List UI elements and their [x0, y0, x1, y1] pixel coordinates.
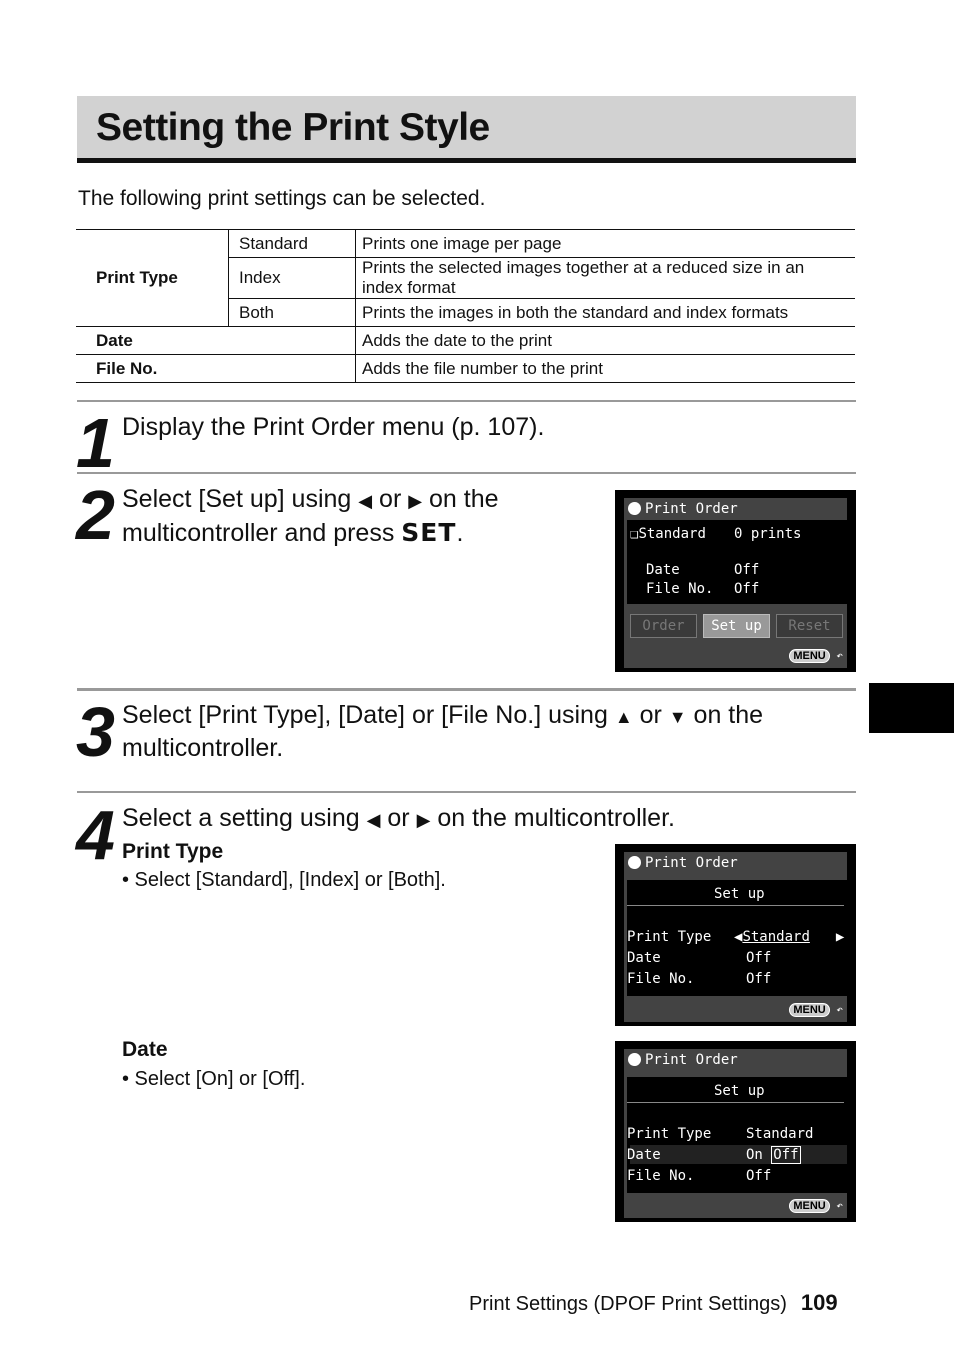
lcd-print-type-value: Standard	[746, 1126, 814, 1142]
lcd-date-value: Off	[746, 950, 772, 966]
lcd-prints-count: 0 prints	[734, 526, 802, 542]
step-divider	[77, 791, 856, 793]
lcd-panel	[627, 880, 847, 996]
lcd-screen-setup-date	[615, 1041, 856, 1222]
lcd-standard-label: Standard	[638, 526, 706, 542]
left-arrow-icon: ◀	[358, 491, 373, 511]
desc-both: Prints the images in both the standard and index formats	[356, 299, 856, 327]
print-type-label: Print Type	[76, 230, 229, 327]
date-on-option[interactable]: On	[746, 1147, 763, 1163]
standard-print-icon: ❑	[630, 526, 639, 542]
right-arrow-icon: ▶	[416, 810, 431, 830]
lcd-title	[628, 855, 738, 873]
lcd-date-label: Date	[627, 950, 661, 966]
step-2-text-c: multicontroller and press	[122, 519, 402, 547]
step-number-3: 3	[76, 693, 111, 771]
step-4-text	[122, 803, 675, 836]
step-1-text: Display the Print Order menu (p. 107).	[122, 413, 545, 441]
lcd-print-type-selector[interactable]	[734, 929, 844, 945]
step-number-4: 4	[76, 796, 111, 874]
table-row	[76, 355, 855, 383]
step-4-text-b: on the multicontroller.	[430, 804, 675, 832]
file-no-label: File No.	[76, 355, 356, 383]
menu-label: MENU	[789, 1003, 829, 1017]
down-arrow-icon: ▼	[668, 707, 687, 727]
reset-button[interactable]: Reset	[776, 614, 843, 638]
step-2-text	[122, 484, 499, 549]
set-button-icon: SET	[401, 518, 457, 547]
intro-text: The following print settings can be selected.	[78, 187, 486, 210]
print-type-bullet: • Select [Standard], [Index] or [Both].	[122, 869, 446, 891]
up-arrow-icon: ▲	[614, 707, 633, 727]
lcd-file-label: File No.	[627, 1168, 695, 1184]
lcd-title-text: Print Order	[645, 1052, 738, 1068]
menu-back-button[interactable]	[789, 649, 843, 663]
back-arrow-icon: ↶	[836, 1003, 843, 1016]
desc-standard: Prints one image per page	[356, 230, 856, 258]
lcd-date-label: Date	[646, 562, 680, 578]
option-standard: Standard	[229, 230, 356, 258]
step-2-or: or	[372, 485, 409, 513]
date-label: Date	[76, 327, 356, 355]
lcd-date-value: Off	[734, 562, 760, 578]
lcd-button-row	[630, 614, 843, 638]
lcd-subtitle: Set up	[714, 1083, 765, 1099]
lcd-file-value: Off	[746, 971, 772, 987]
lcd-title	[628, 501, 738, 519]
lcd-screen-print-order	[615, 490, 856, 672]
page-number: 109	[800, 1290, 838, 1315]
date-heading: Date	[122, 1038, 168, 1061]
lcd-file-value: Off	[746, 1168, 772, 1184]
menu-label: MENU	[789, 649, 829, 663]
print-icon	[628, 856, 641, 869]
desc-index: Prints the selected images together at a reduced size in an index format	[356, 258, 856, 299]
date-bullet: • Select [On] or [Off].	[122, 1068, 306, 1090]
option-both: Both	[229, 299, 356, 327]
step-3-text-b: on the	[686, 701, 764, 729]
right-arrow-icon: ▶	[408, 491, 423, 511]
menu-back-button[interactable]	[789, 1199, 843, 1213]
lcd-print-type-value: Standard	[742, 929, 810, 945]
lcd-title-text: Print Order	[645, 501, 738, 517]
print-icon	[628, 502, 641, 515]
lcd-panel	[627, 1077, 847, 1193]
lcd-file-label: File No.	[646, 581, 714, 597]
lcd-file-value: Off	[734, 581, 760, 597]
step-divider	[77, 400, 856, 402]
date-off-option[interactable]: Off	[773, 1147, 799, 1163]
step-3-text	[122, 700, 763, 764]
footer-section: Print Settings (DPOF Print Settings)	[469, 1293, 787, 1315]
option-index: Index	[229, 258, 356, 299]
back-arrow-icon: ↶	[836, 1199, 843, 1212]
lcd-file-label: File No.	[627, 971, 695, 987]
lcd-date-label: Date	[627, 1147, 661, 1163]
step-4-text-a: Select a setting using	[122, 804, 367, 832]
step-divider	[77, 472, 856, 474]
settings-table	[76, 229, 855, 383]
lcd-title	[628, 1052, 738, 1070]
step-2-text-a: Select [Set up] using	[122, 485, 359, 513]
step-number-1: 1	[76, 404, 111, 482]
step-4-or: or	[380, 804, 417, 832]
print-type-heading: Print Type	[122, 840, 224, 863]
lcd-screen-setup-print-type	[615, 844, 856, 1026]
setup-button[interactable]: Set up	[703, 614, 770, 638]
lcd-highlight-row	[630, 1145, 847, 1164]
table-row	[76, 327, 855, 355]
right-arrow-icon: ▶	[835, 929, 845, 945]
left-arrow-icon: ◀	[734, 929, 743, 945]
lcd-standard-row	[630, 526, 706, 542]
lcd-title-text: Print Order	[645, 855, 738, 871]
step-3-text-a: Select [Print Type], [Date] or [File No.] using	[122, 701, 615, 729]
page-footer	[469, 1290, 838, 1316]
step-2-end: .	[456, 519, 464, 547]
title-bar	[77, 96, 856, 163]
print-icon	[628, 1053, 641, 1066]
order-button[interactable]: Order	[630, 614, 697, 638]
step-3-text-c: multicontroller.	[122, 734, 284, 762]
left-arrow-icon: ◀	[366, 810, 381, 830]
lcd-print-type-label: Print Type	[627, 929, 712, 945]
menu-label: MENU	[789, 1199, 829, 1213]
step-number-2: 2	[76, 476, 111, 554]
lcd-date-toggle[interactable]	[746, 1147, 801, 1163]
back-arrow-icon: ↶	[836, 649, 843, 662]
chapter-tab	[869, 683, 954, 733]
menu-back-button[interactable]	[789, 1003, 843, 1017]
step-divider	[77, 688, 856, 691]
lcd-subtitle: Set up	[714, 886, 765, 902]
desc-file-no: Adds the file number to the print	[356, 355, 856, 383]
page-title: Setting the Print Style	[96, 106, 490, 149]
step-2-text-b: on the	[422, 485, 499, 513]
lcd-divider	[627, 1102, 844, 1103]
table-row	[76, 230, 855, 258]
lcd-print-type-label: Print Type	[627, 1126, 712, 1142]
desc-date: Adds the date to the print	[356, 327, 856, 355]
step-3-or: or	[632, 701, 669, 729]
lcd-divider	[627, 905, 844, 906]
lcd-panel	[627, 520, 847, 604]
